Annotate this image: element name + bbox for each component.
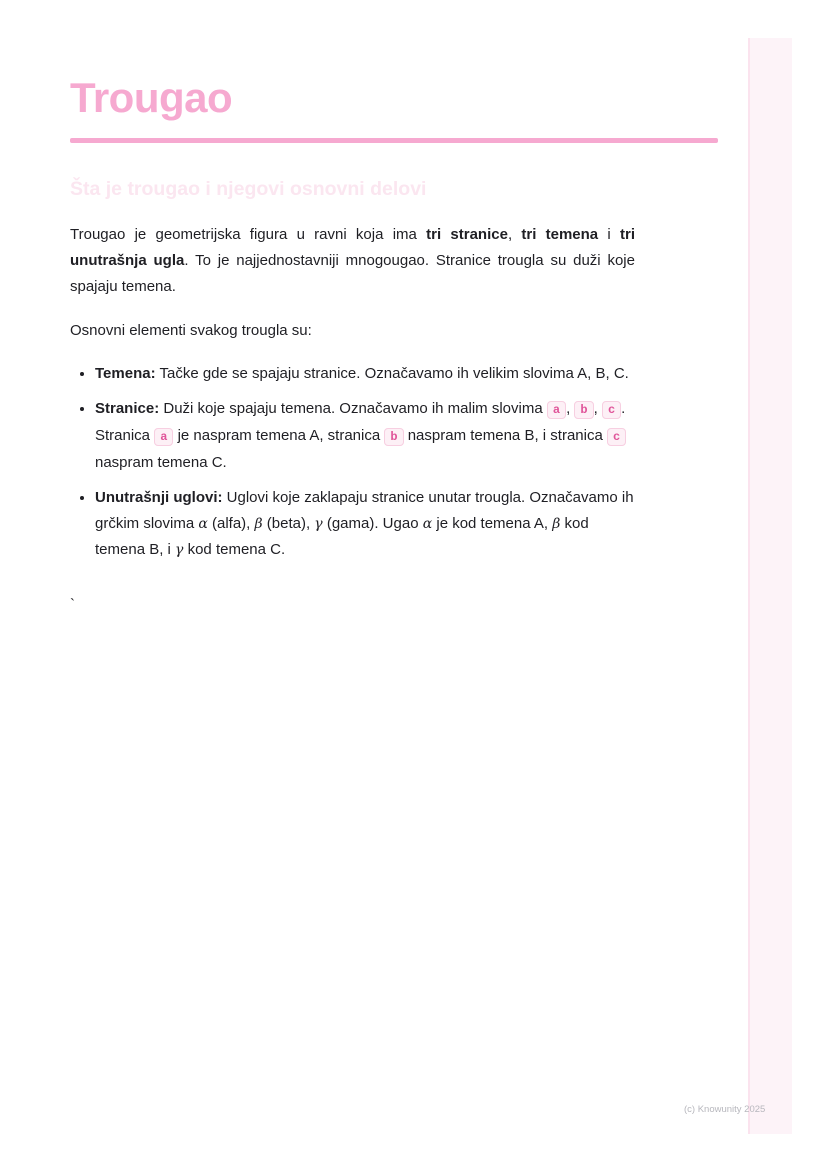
item-label: Stranice: [95,400,160,417]
section-heading: Šta je trougao i njegovi osnovni delovi [70,178,427,200]
bold-term: tri unutrašnja ugla [70,226,635,269]
bold-term: tri stranice [426,226,508,243]
inline-code: b [574,401,593,419]
stray-mark: ` [70,596,75,613]
greek-symbol: β [552,516,561,532]
elements-list [70,360,635,563]
item-label: Temena: [95,365,156,382]
list-item-temena: • Temena: Tačke gde se spajaju stranice. Označavamo ih velikim slovima A, B, C. [95,360,635,387]
inline-code: a [154,428,173,446]
inline-code: a [547,401,566,419]
inline-code: b [384,428,403,446]
item-label: Unutrašnji uglovi: [95,489,223,506]
list-item-uglovi: • Unutrašnji uglovi: Uglovi koje zaklapaju stranice unutar trougla. Označavamo ih grčkim slovima α (alfa), β (beta), γ (gama). Ugao α je kod temena A, β kod temena B, i γ kod temena C. [95,484,635,563]
greek-symbol: γ [175,542,184,558]
intro-paragraph: Trougao je geometrijska figura u ravni koja ima tri stranice, tri temena i tri unutrašnja ugla. To je najjednostavniji mnogougao. Stranice trougla su duži koje spajaju temena. [70,226,635,295]
greek-symbol: α [422,516,433,532]
list-item-stranice: • Stranice: Duži koje spajaju temena. Označavamo ih malim slovima a , b , c . Stranica a je naspram temena A, stranica b naspram temena B, i stranica c naspram temena C. [95,395,635,476]
inline-code: c [607,428,626,446]
page-side-strip [748,38,792,1134]
greek-symbol: α [198,516,208,532]
lead-in-paragraph: Osnovni elementi svakog trougla su: [70,322,312,339]
page-title: Trougao [70,74,233,121]
bold-term: tri temena [521,226,599,243]
inline-code: c [602,401,621,419]
greek-symbol: γ [314,516,323,532]
greek-symbol: β [254,516,263,532]
title-divider [70,138,718,143]
footer-copyright: (c) Knowunity 2025 [684,1104,766,1115]
main-content [70,222,635,571]
